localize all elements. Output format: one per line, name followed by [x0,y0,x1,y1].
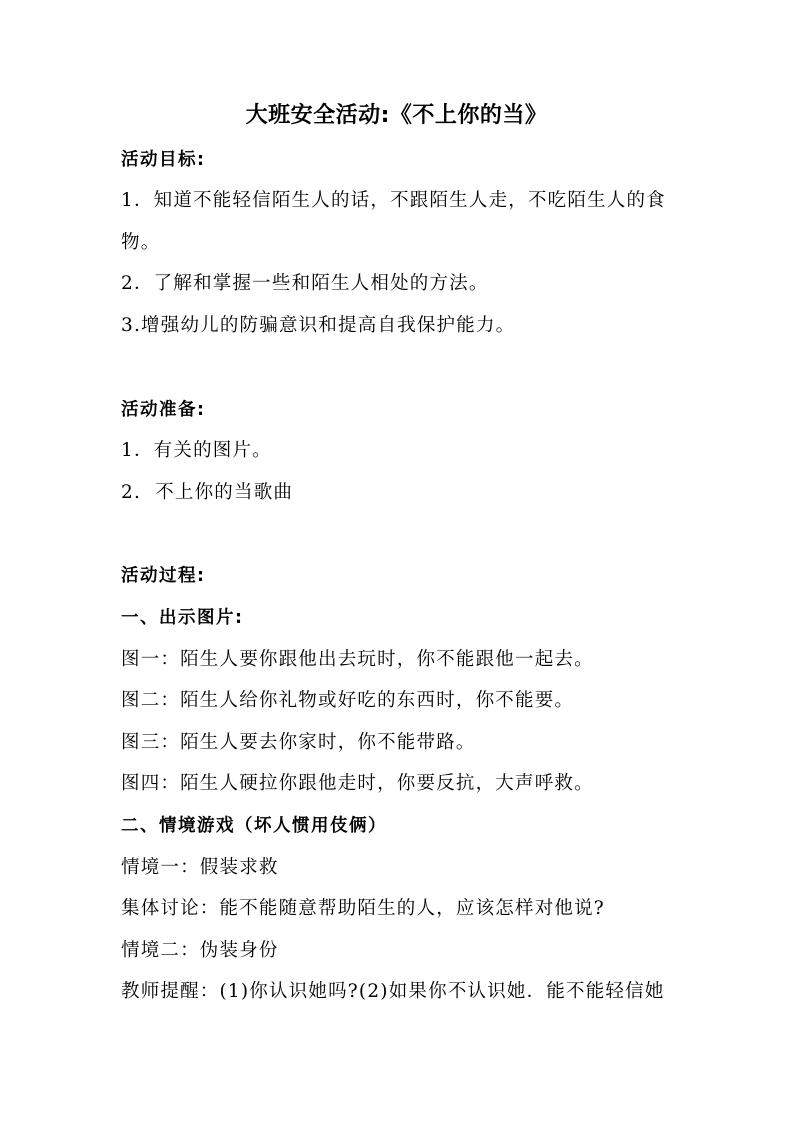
goal-line-2: 2．了解和掌握一些和陌生人相处的方法。 [121,273,489,294]
goal-line-1: 1．知道不能轻信陌生人的话，不跟陌生人走，不吃陌生人的食 [121,190,666,211]
goal-line-1-continued: 物。 [121,232,161,253]
heading-activity-goals: 活动目标: [121,150,206,170]
scenario-line-2: 情境二：伪装身份 [121,940,279,961]
preparation-line-2: 2. 不上你的当歌曲 [121,482,294,503]
heading-activity-process: 活动过程: [121,566,206,586]
picture-line-2: 图二：陌生人给你礼物或好吃的东西时，你不能要。 [121,690,575,711]
picture-line-3: 图三：陌生人要去你家时，你不能带路。 [121,732,476,753]
section-show-pictures: 一、出示图片: [121,608,244,628]
goal-line-3: 3.增强幼儿的防骗意识和提高自我保护能力。 [121,315,516,336]
document-title: 大班安全活动:《不上你的当》 [245,103,548,128]
preparation-line-1: 1．有关的图片。 [121,440,272,461]
picture-line-4: 图四：陌生人硬拉你跟他走时，你要反抗，大声呼救。 [121,773,594,794]
heading-activity-preparation: 活动准备: [121,400,206,420]
section-scenario-game: 二、情境游戏（坏人惯用伎俩） [121,816,387,836]
teacher-reminder-line: 教师提醒：(1)你认识她吗?(2)如果你不认识她．能不能轻信她 [121,981,665,1002]
discussion-line: 集体讨论：能不能随意帮助陌生的人，应该怎样对他说? [121,898,605,919]
picture-line-1: 图一：陌生人要你跟他出去玩时，你不能跟他一起去。 [121,649,594,670]
scenario-line-1: 情境一：假装求救 [121,857,279,878]
